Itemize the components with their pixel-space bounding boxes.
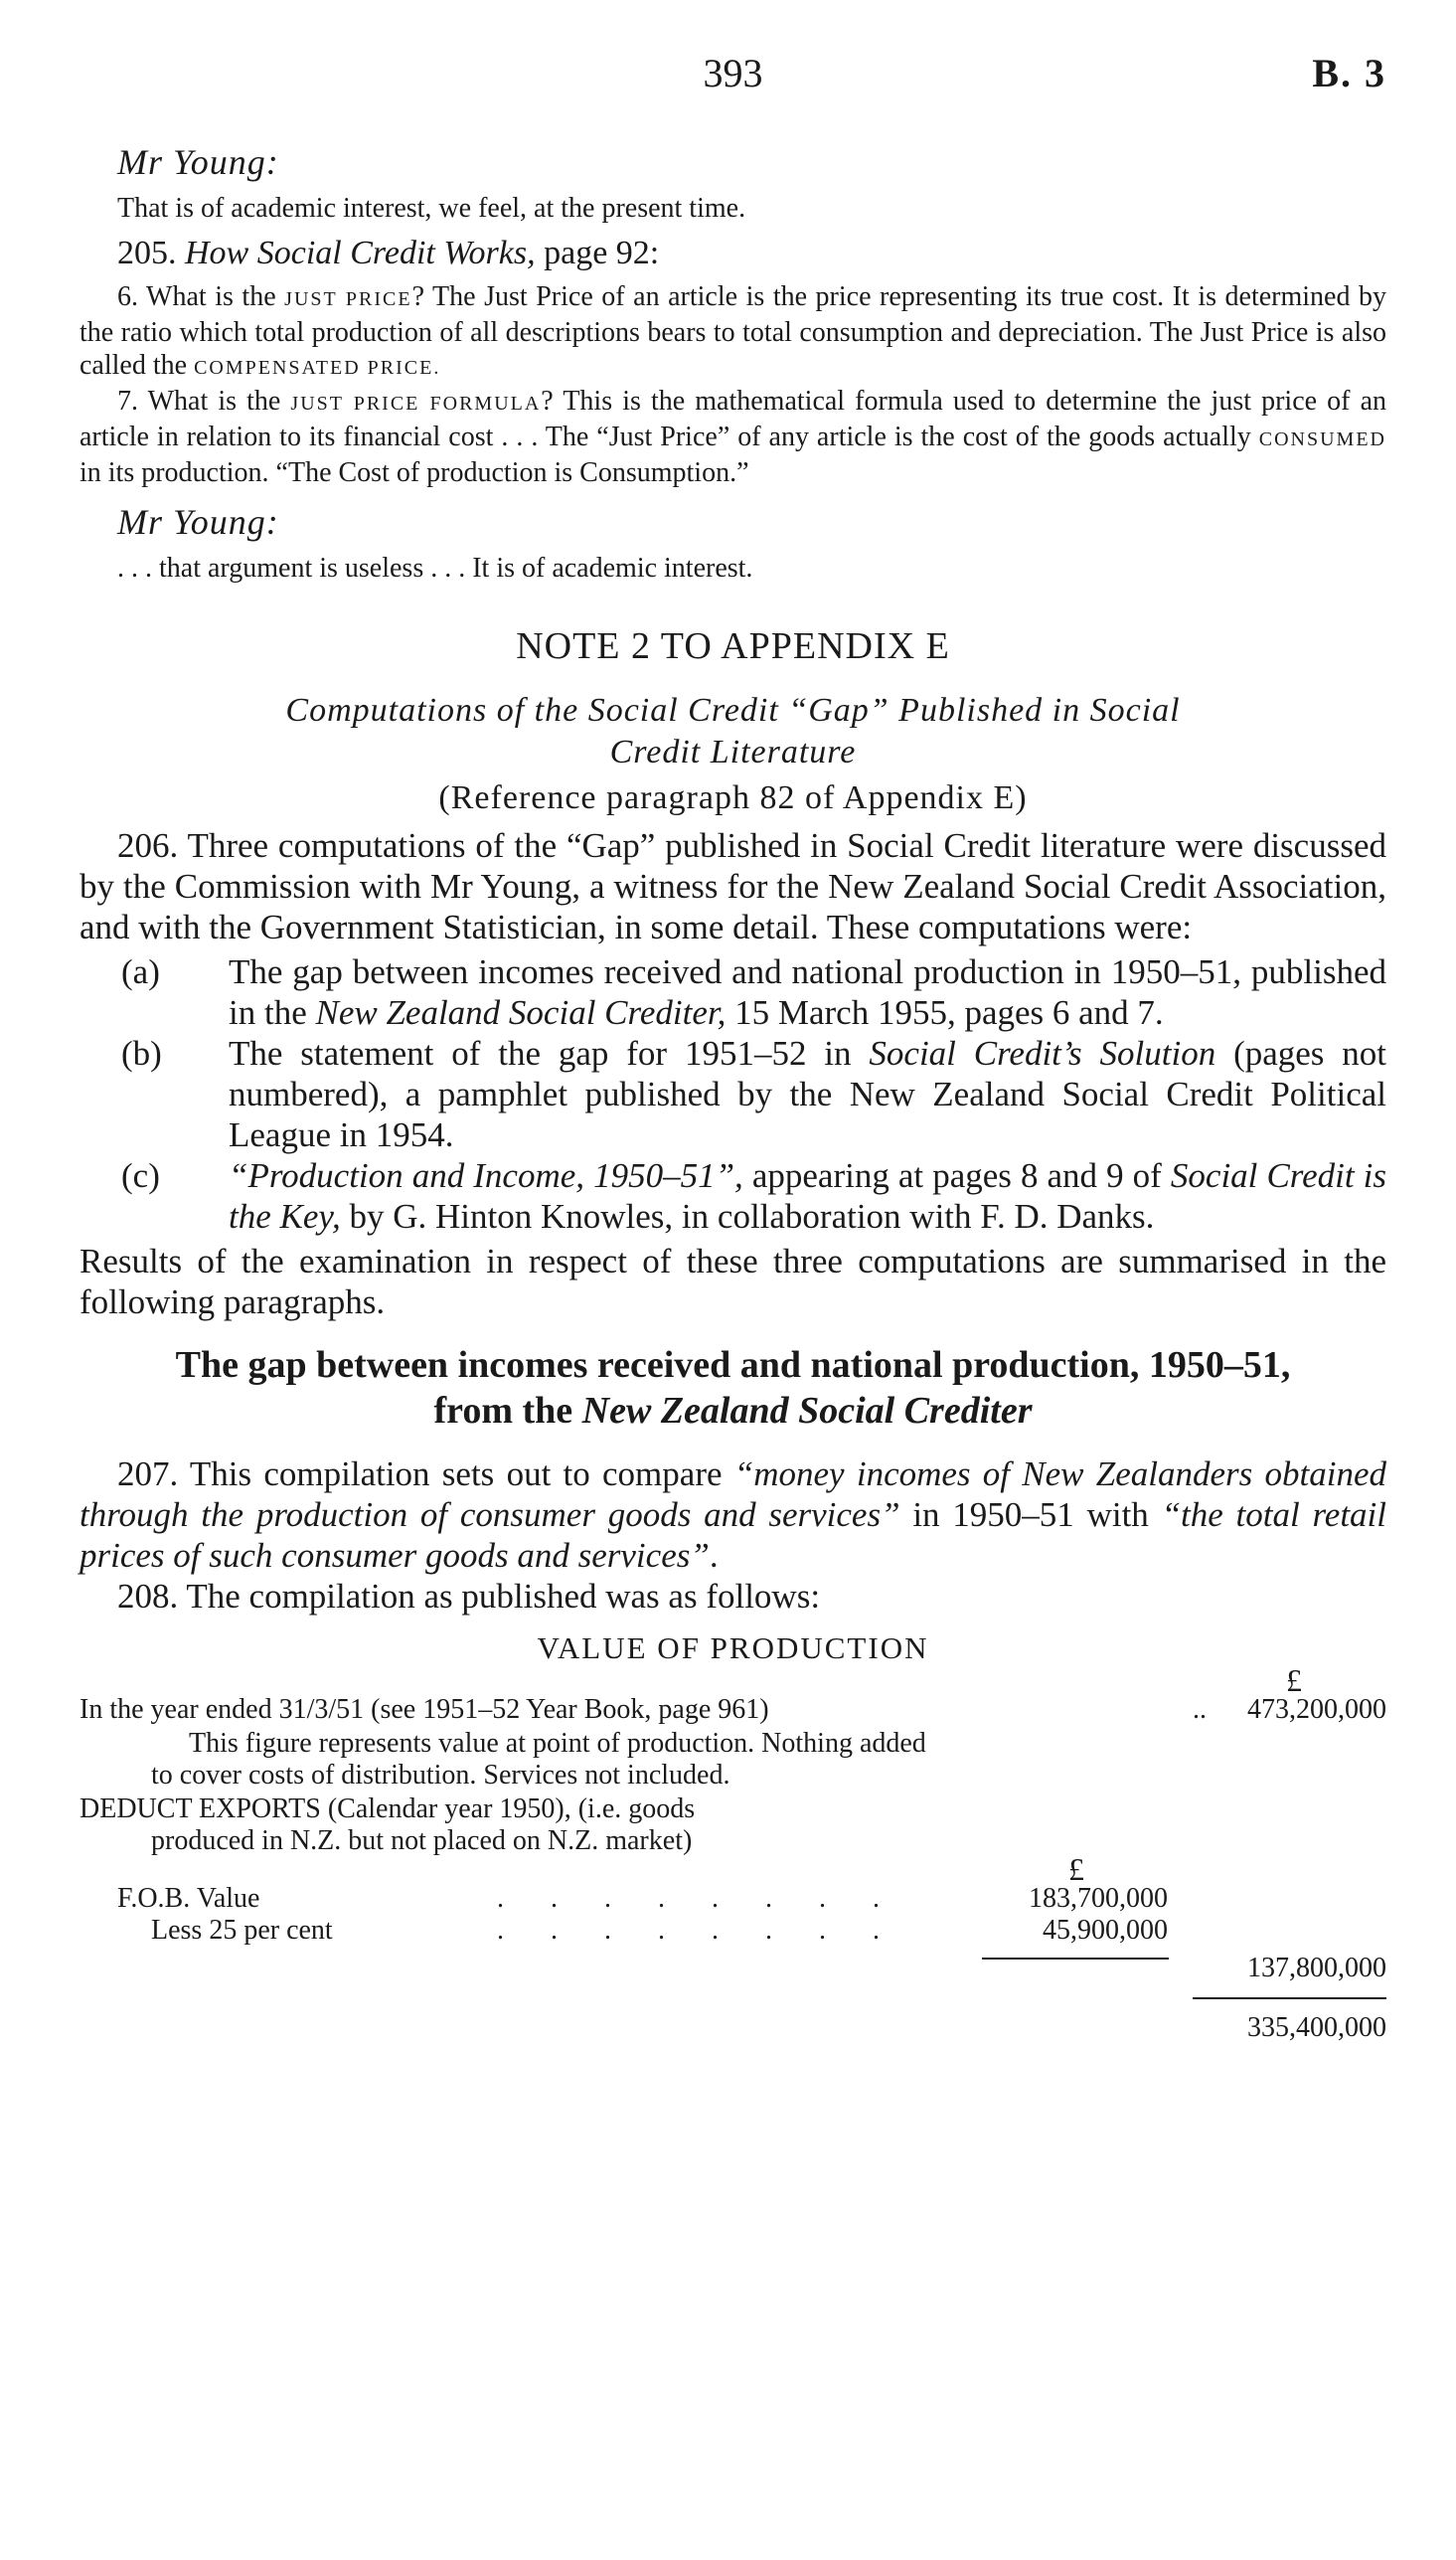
small-caps-term: COMPENSATED PRICE. bbox=[194, 357, 441, 379]
quoted-phrase: “money incomes of New Zealanders obtained through the production of consumer goods and services” bbox=[80, 1454, 1387, 1534]
page-reference: page 92: bbox=[544, 235, 660, 271]
subtotal-rule bbox=[982, 1958, 1169, 1960]
publication-title: Social Credit is the Key, bbox=[229, 1156, 1387, 1236]
row-value: 45,900,000 bbox=[1043, 1915, 1168, 1946]
currency-symbol: £ bbox=[1068, 1851, 1084, 1887]
paragraph-205-heading bbox=[117, 235, 1386, 272]
paragraph-206: 206. Three computations of the “Gap” published in Social Credit literature were discussed by the Commission with Mr Young, a witness for the New Zealand Social Credit Association, and with the Government Statistician, in some detail. These computations were: bbox=[80, 826, 1386, 946]
small-caps-term: JUST PRICE bbox=[284, 288, 412, 310]
publication-title: Social Credit’s Solution bbox=[869, 1034, 1216, 1073]
quote-question-7: 7. What is the JUST PRICE FORMULA? This is the mathematical formula used to determine the just price of an article in relation to its financial cost . . . The “Just Price” of any article is the cost of the goods actually CONSUMED in its production. “The Cost of production is Consumption.” bbox=[80, 386, 1387, 488]
publication-title: New Zealand Social Crediter bbox=[581, 1390, 1033, 1432]
list-item: (b) The statement of the gap for 1951–52 in Social Credit’s Solution (pages not numbered), a pamphlet published by the New Zealand Social Credit Political League in 1954. bbox=[121, 1034, 1386, 1154]
row-value: 473,200,000 bbox=[1247, 1694, 1386, 1725]
section-heading: The gap between incomes received and national production, 1950–51, from the New Zealand Social Crediter bbox=[175, 1344, 1291, 1432]
small-caps-term: CONSUMED bbox=[1258, 428, 1386, 450]
speaker-label: Mr Young: bbox=[117, 502, 279, 542]
note-subtitle: Computations of the Social Credit “Gap” Published in Social Credit Literature bbox=[285, 692, 1181, 770]
row-label: In the year ended 31/3/51 (see 1951–52 Year Book, page 961) bbox=[80, 1694, 769, 1725]
paragraph-number: 205. bbox=[117, 235, 177, 271]
row-label: produced in N.Z. but not placed on N.Z. market) bbox=[151, 1825, 693, 1856]
table-title: VALUE OF PRODUCTION bbox=[537, 1630, 929, 1665]
document-page bbox=[80, 50, 1386, 2102]
leader-dots: .. bbox=[1193, 1694, 1207, 1725]
speaker-label: Mr Young: bbox=[117, 142, 279, 182]
row-note: to cover costs of distribution. Services not included. bbox=[151, 1760, 730, 1791]
note-title: NOTE 2 TO APPENDIX E bbox=[516, 625, 950, 667]
paragraph-207: 207. This compilation sets out to compare “money incomes of New Zealanders obtained through the production of consumer goods and services” in 1950–51 with “the total retail prices of such consumer goods and services”. bbox=[80, 1454, 1387, 1575]
book-title: How Social Credit Works, bbox=[185, 235, 536, 271]
speaker-reply: That is of academic interest, we feel, at the present time. bbox=[117, 193, 746, 224]
note-reference: (Reference paragraph 82 of Appendix E) bbox=[438, 779, 1028, 816]
currency-symbol: £ bbox=[1286, 1662, 1302, 1698]
page-header bbox=[80, 50, 1386, 109]
list-marker: (b) bbox=[121, 1034, 162, 1073]
row-note: This figure represents value at point of production. Nothing added bbox=[189, 1728, 926, 1759]
speaker-reply: . . . that argument is useless . . . It is of academic interest. bbox=[117, 553, 753, 584]
small-caps-term: JUST PRICE FORMULA bbox=[290, 393, 542, 415]
total-rule bbox=[1193, 1997, 1386, 1999]
results-paragraph: Results of the examination in respect of these three computations are summarised in the following paragraphs. bbox=[80, 1242, 1386, 1321]
list-item: (a) The gap between incomes received and national production in 1950–51, published in the New Zealand Social Crediter, 15 March 1955, pages 6 and 7. bbox=[121, 952, 1386, 1032]
list-item: (c) “Production and Income, 1950–51”, appearing at pages 8 and 9 of Social Credit is the Key, by G. Hinton Knowles, in collaboration with F. D. Danks. bbox=[121, 1156, 1387, 1236]
paragraph-208: 208. The compilation as published was as follows: bbox=[117, 1577, 821, 1616]
page-number: 393 bbox=[703, 51, 763, 95]
row-label: F.O.B. Value bbox=[117, 1883, 260, 1914]
row-value: 183,700,000 bbox=[1029, 1883, 1168, 1914]
production-table bbox=[80, 1662, 1386, 2102]
quote-question-6: 6. What is the JUST PRICE? The Just Price of an article is the price representing its true cost. It is determined by the ratio which total production of all descriptions bears to total consumption and depreciation. The Just Price is also called the COMPENSATED PRICE. bbox=[80, 281, 1387, 381]
row-label: Less 25 per cent bbox=[151, 1915, 333, 1946]
series-reference: B. 3 bbox=[1312, 51, 1386, 95]
row-value: 137,800,000 bbox=[1247, 1953, 1386, 1983]
publication-title: New Zealand Social Crediter, bbox=[315, 993, 727, 1032]
leader-dots: . . . . . . . . bbox=[497, 1883, 899, 1914]
total-value: 335,400,000 bbox=[1247, 2012, 1386, 2043]
leader-dots: . . . . . . . . bbox=[497, 1915, 899, 1946]
computation-list bbox=[80, 951, 1386, 1237]
list-marker: (c) bbox=[121, 1156, 160, 1195]
row-label: DEDUCT EXPORTS (Calendar year 1950), (i.e. goods bbox=[80, 1793, 696, 1824]
list-marker: (a) bbox=[121, 952, 160, 991]
publication-title: “Production and Income, 1950–51”, bbox=[229, 1156, 743, 1195]
quoted-phrase: “the total retail prices of such consumer goods and services” bbox=[80, 1495, 1387, 1575]
